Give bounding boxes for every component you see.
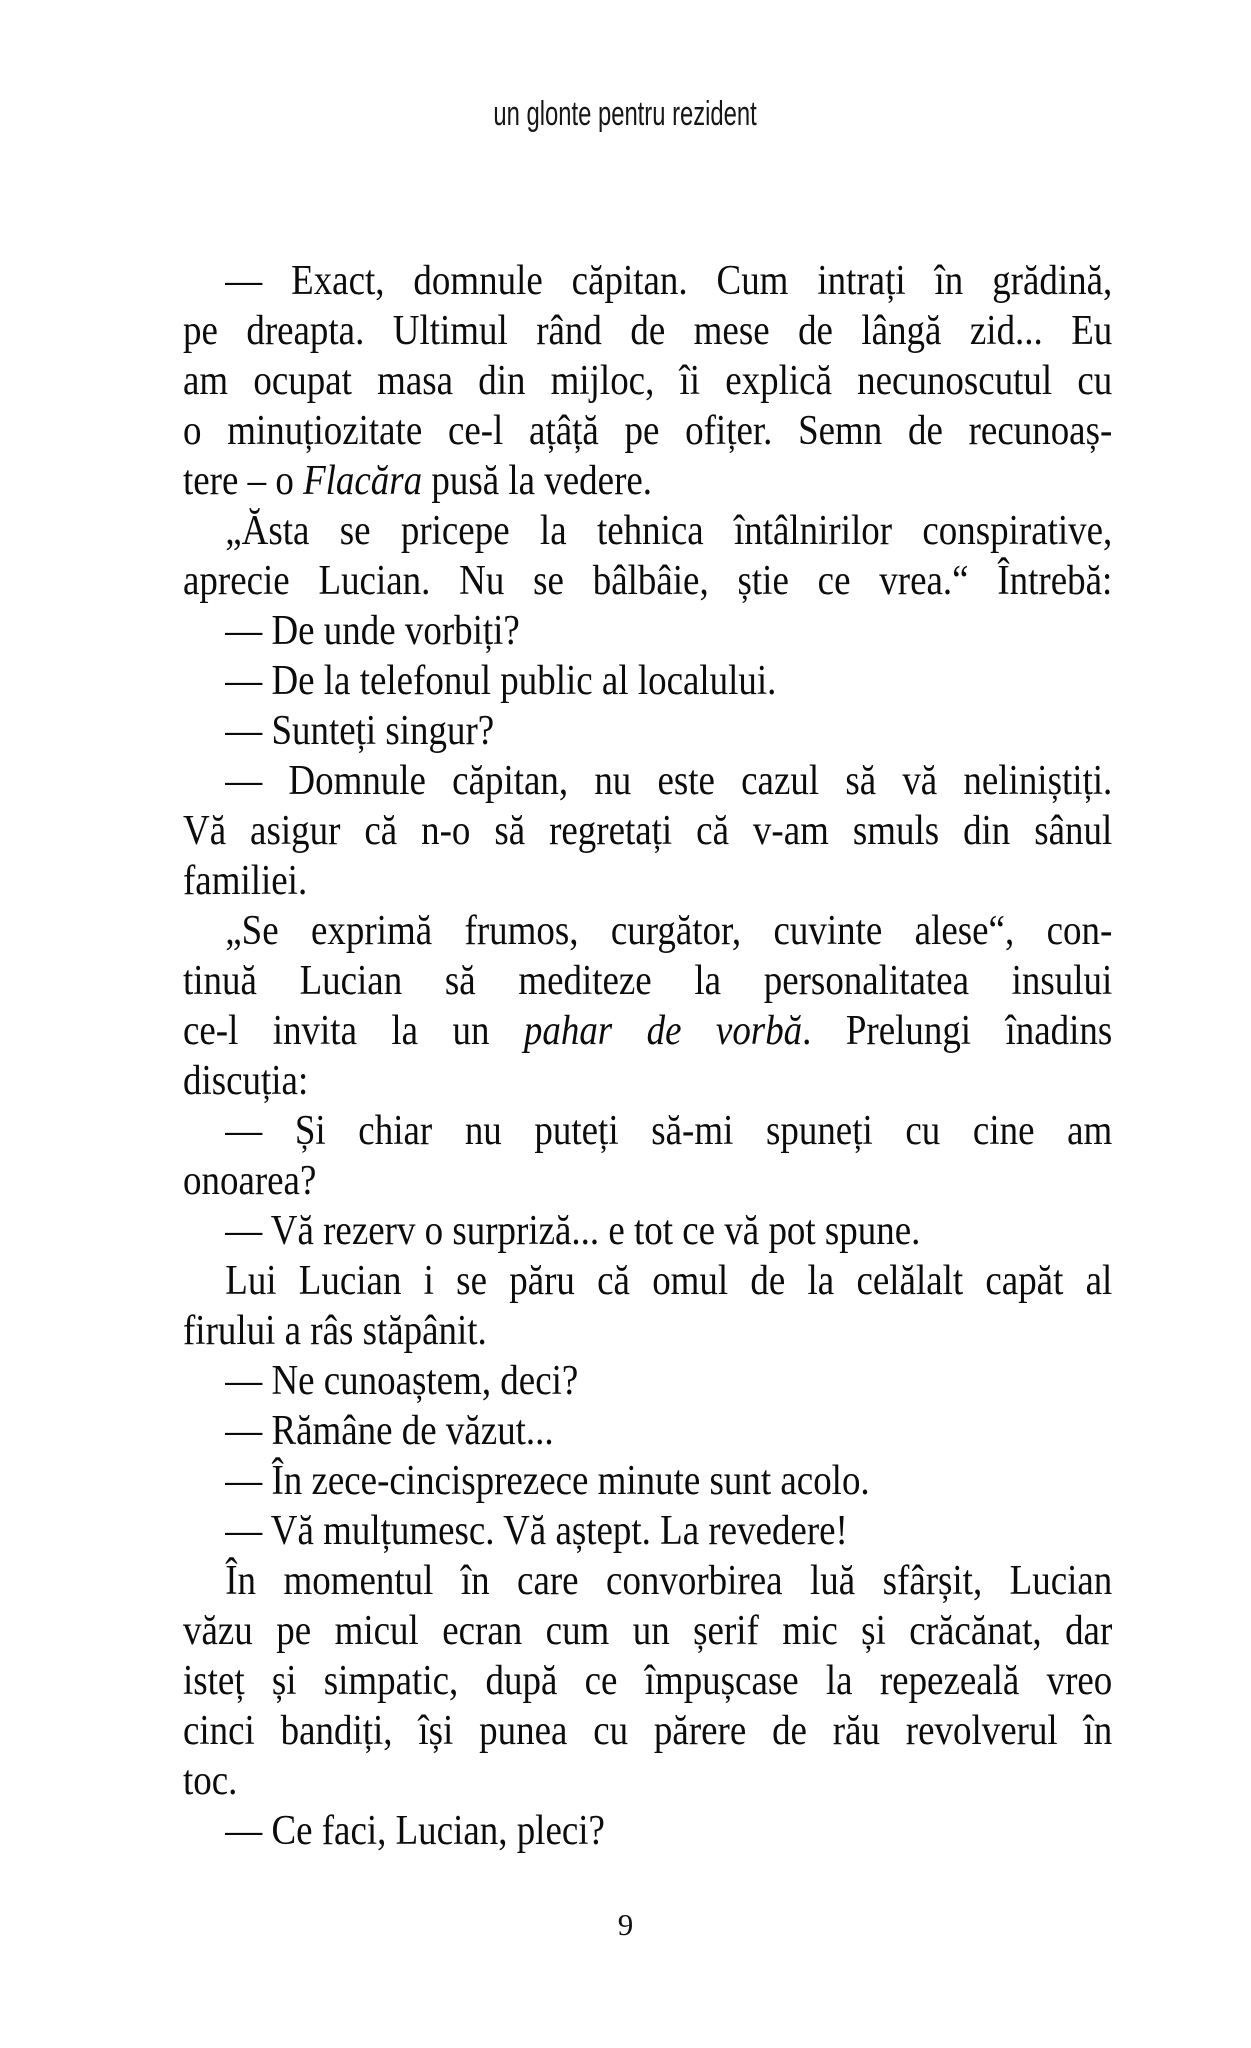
text-line: văzu pe micul ecran cum un șerif mic și crăcănat, dar xyxy=(183,1608,1113,1654)
text-line: — Vă mulțumesc. Vă aștept. La revedere! xyxy=(225,1508,848,1554)
text-line: discuția: xyxy=(183,1058,309,1104)
italic-text: Flacăra xyxy=(303,458,423,504)
text-line: — De unde vorbiți? xyxy=(225,608,520,654)
text-line: „Se exprimă frumos, curgător, cuvinte alese“, con- xyxy=(225,908,1113,954)
text-line: — Ce faci, Lucian, pleci? xyxy=(225,1808,605,1854)
text-line: — De la telefonul public al localului. xyxy=(225,658,777,704)
running-header xyxy=(0,97,1251,131)
text-line: o minuțiozitate ce-l ațâță pe ofițer. Semn de recunoaș- xyxy=(183,408,1113,454)
text-line: aprecie Lucian. Nu se bâlbâie, știe ce vrea.“ Întrebă: xyxy=(183,558,1113,604)
text-line: Lui Lucian i se păru că omul de la celălalt capăt al xyxy=(225,1258,1113,1304)
text-line: ce-l invita la un pahar de vorbă. Prelungi înadins xyxy=(183,1008,1113,1054)
text-line: am ocupat masa din mijloc, îi explică necunoscutul cu xyxy=(183,358,1113,404)
text-line: firului a râs stăpânit. xyxy=(183,1308,487,1354)
text-line: onoarea? xyxy=(183,1158,317,1204)
text-line: Vă asigur că n-o să regretați că v-am smuls din sânul xyxy=(183,808,1113,854)
text-line: toc. xyxy=(183,1758,238,1804)
text-line: — Și chiar nu puteți să-mi spuneți cu cine am xyxy=(225,1108,1113,1154)
text-line: — Exact, domnule căpitan. Cum intrați în grădină, xyxy=(225,258,1113,304)
body-text xyxy=(183,256,1112,1856)
text-line: — În zece-cincisprezece minute sunt acolo. xyxy=(225,1458,870,1504)
text-line: În momentul în care convorbirea luă sfârșit, Lucian xyxy=(225,1558,1113,1604)
text-line: familiei. xyxy=(183,858,308,904)
text-line: — Vă rezerv o surpriză... e tot ce vă pot spune. xyxy=(225,1208,921,1254)
text-line: — Domnule căpitan, nu este cazul să vă neliniștiți. xyxy=(225,758,1113,804)
text-line: cinci bandiți, își punea cu părere de rău revolverul în xyxy=(183,1708,1113,1754)
page-number: 9 xyxy=(617,1907,634,1942)
text-line: isteț și simpatic, după ce împușcase la repezeală vreo xyxy=(183,1658,1113,1704)
text-line: tere – o Flacăra pusă la vedere. xyxy=(183,458,653,504)
text-line: pe dreapta. Ultimul rând de mese de lângă zid... Eu xyxy=(183,308,1113,354)
text-line: — Rămâne de văzut... xyxy=(225,1408,554,1454)
italic-text: pahar de vorbă xyxy=(523,1008,803,1054)
text-line: tinuă Lucian să mediteze la personalitatea insului xyxy=(183,958,1113,1004)
text-line: — Sunteți singur? xyxy=(225,708,495,754)
text-line: — Ne cunoaștem, deci? xyxy=(225,1358,579,1404)
running-header-text: un glonte pentru rezident xyxy=(493,95,758,133)
text-line: „Ăsta se pricepe la tehnica întâlnirilor conspirative, xyxy=(225,508,1113,554)
